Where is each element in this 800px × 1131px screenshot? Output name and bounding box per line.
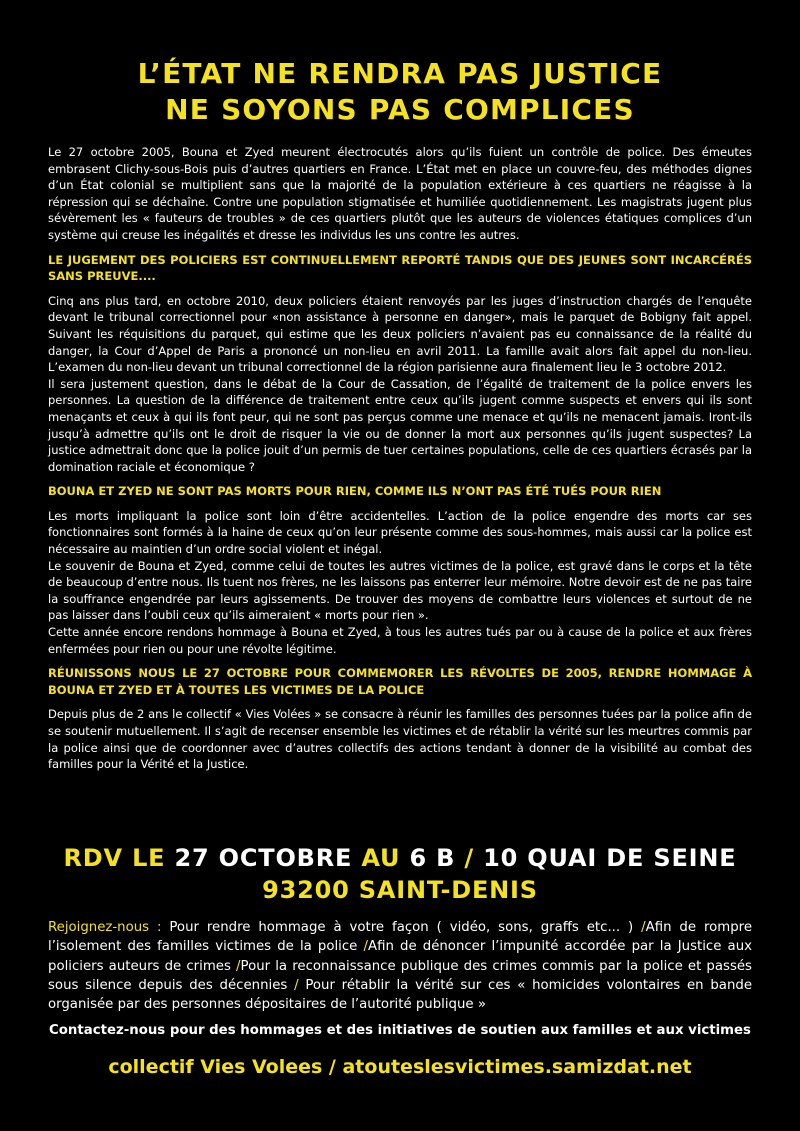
rdv-address-street: 10 QUAI DE SEINE xyxy=(483,844,737,872)
join-item: Afin de rompre l’isolement des familles victimes de la police xyxy=(48,920,753,955)
join-separator: / xyxy=(363,939,368,955)
title-line-2: NE SOYONS PAS COMPLICES xyxy=(165,93,635,126)
section-paragraph: Depuis plus de 2 ans le collectif « Vies Volées » se consacre à réunir les familles des personnes tuées par la police afin de se soutenir mutuellement. Il s’agit de recenser ensemble les victimes et de rétablir la vérité sur les meurtres commis par la police ainsi que de coordonner avec d’autres collectifs des actions tendant à donner de la visibilité au combat des familles pour la Vérité et la Justice. xyxy=(48,707,752,772)
rdv-date: 27 OCTOBRE xyxy=(174,844,353,872)
flyer-title xyxy=(0,56,800,128)
section-heading-bouna-zyed: BOUNA ET ZYED NE SONT PAS MORTS POUR RIEN, COMME ILS N’ONT PAS ÉTÉ TUÉS POUR RIEN xyxy=(48,484,662,499)
title-line-1: L’ÉTAT NE RENDRA PAS JUSTICE xyxy=(137,57,663,90)
rdv-at: AU xyxy=(352,844,410,872)
join-item: Pour rendre hommage à votre façon ( vidéo, sons, graffs etc... ) xyxy=(161,920,642,935)
section-paragraph xyxy=(48,293,752,476)
intro-paragraph: Le 27 octobre 2005, Bouna et Zyed meurent électrocutés alors qu’ils fuient un contrôle de police. Des émeutes embrasent Clichy-sous-Bois puis d’autres quartiers en France. L’État met en place un couvre-feu, des méthodes dignes d’un État colonial se multiplient sans que la majorité de la population extérieure à ces quartiers ne réagisse à la répression qui se déchaîne. Contre une population stigmatisée et humiliée quotidiennement. Les magistrats jugent plus sévèrement les « fauteurs de troubles » de ces quartiers plutôt que les auteurs de violences étatiques complices d’un système qui creuse les inégalités et dresse les individus les uns contre les autres. xyxy=(48,145,752,242)
join-item: Afin de dénoncer l’impunité accordée par la Justice aux policiers auteurs de crimes xyxy=(48,939,752,974)
rdv-label: RDV LE xyxy=(63,844,175,872)
rdv-slash: / xyxy=(455,844,484,872)
join-lead: Rejoignez-nous : xyxy=(48,920,162,935)
rdv-address-number: 6 B xyxy=(409,844,456,872)
section-paragraph-line: Cinq ans plus tard, en octobre 2010, deux policiers étaient renvoyés par les juges d’instruction chargés de l’enquête devant le tribunal correctionnel pour «non assistance à personne en danger», mais le parquet de Bobigny fait appel. Suivant les réquisitions du parquet, qui estime que les deux policiers n’avaient pas eu connaissance de la réalité du danger, la Cour d’Appel de Paris a prononcé un non-lieu en avril 2011. La famille avait alors fait appel du non-lieu. L’examen du non-lieu devant un tribunal correctionnel de la région parisienne aura finalement lieu le 3 octobre 2012. xyxy=(48,293,752,375)
join-item: Pour rétablir la vérité sur ces « homicides volontaires en bande organisée par des personnes dépositaires de l’autorité publique » xyxy=(48,977,752,1013)
join-separator: / xyxy=(294,977,299,993)
join-item: Pour la reconnaissance publique des crimes commis par la police et passés sous silence depuis des décennies xyxy=(48,958,752,993)
join-separator: / xyxy=(641,920,646,935)
join-separator: / xyxy=(236,958,241,974)
section-heading-reunissons: RÉUNISSONS NOUS LE 27 OCTOBRE POUR COMMEMORER LES RÉVOLTES DE 2005, RENDRE HOMMAGE À BOUNA ET ZYED ET À TOUTES LES VICTIMES DE LA POLICE xyxy=(48,666,752,697)
section-paragraph-line: Cette année encore rendons hommage à Bouna et Zyed, à tous les autres tués par ou à cause de la police et aux frères enfermées pour rien ou pour une révolte légitime. xyxy=(48,625,752,656)
rendezvous-line-1 xyxy=(0,842,800,874)
section-paragraph-line: Les morts impliquant la police sont loin d’être accidentelles. L’action de la police engendre des morts car ses fonctionnaires sont formés à la haine de ceux qu’on leur présente comme des sous-hommes, mais aussi car la police est nécessaire au maintien d’un ordre social violent et inégal. xyxy=(48,508,752,557)
section-paragraph xyxy=(48,508,752,657)
flyer-body xyxy=(48,144,752,781)
footer-link[interactable]: collectif Vies Volees / atouteslesvictimes.samizdat.net xyxy=(108,1056,692,1078)
rendezvous-line-2: 93200 SAINT-DENIS xyxy=(262,876,538,904)
contact-line: Contactez-nous pour des hommages et des initiatives de soutien aux familles et aux victimes xyxy=(49,1023,751,1038)
join-paragraph xyxy=(48,918,752,1014)
section-paragraph-line: Le souvenir de Bouna et Zyed, comme celui de toutes les autres victimes de la police, est gravé dans le corps et la tête de beaucoup d’entre nous. Ils tuent nos frères, ne les laissons pas enterrer leur mémoire. Notre devoir est de ne pas taire la souffrance engendrée par leurs agissements. De trouver des moyens de combattre leurs violences et surtout de ne pas laisser dans l’oubli ceux qu’ils aimeraient « morts pour rien ». xyxy=(48,558,752,623)
section-heading-jugement: LE JUGEMENT DES POLICIERS EST CONTINUELLEMENT REPORTÉ TANDIS QUE DES JEUNES SONT INCARCÉRÉS SANS PREUVE.... xyxy=(48,252,752,284)
rendezvous-block xyxy=(0,842,800,906)
section-paragraph-line: Il sera justement question, dans le débat de la Cour de Cassation, de l’égalité de traitement de la police envers les personnes. La question de la différence de traitement entre ceux qu’ils jugent comme suspects et envers qui ils sont menaçants et ceux à qui ils font peur, qui ne sont pas perçus comme une menace et qu’ils ne menacent jamais. Iront-ils jusqu’à admettre qu’ils ont le droit de risquer la vie ou de donner la mort aux personnes qu’ils jugent suspectes? La justice admettrait donc que la police jouit d’un permis de tuer certaines populations, celle de ces quartiers écrasés par la domination raciale et économique ? xyxy=(48,376,752,474)
